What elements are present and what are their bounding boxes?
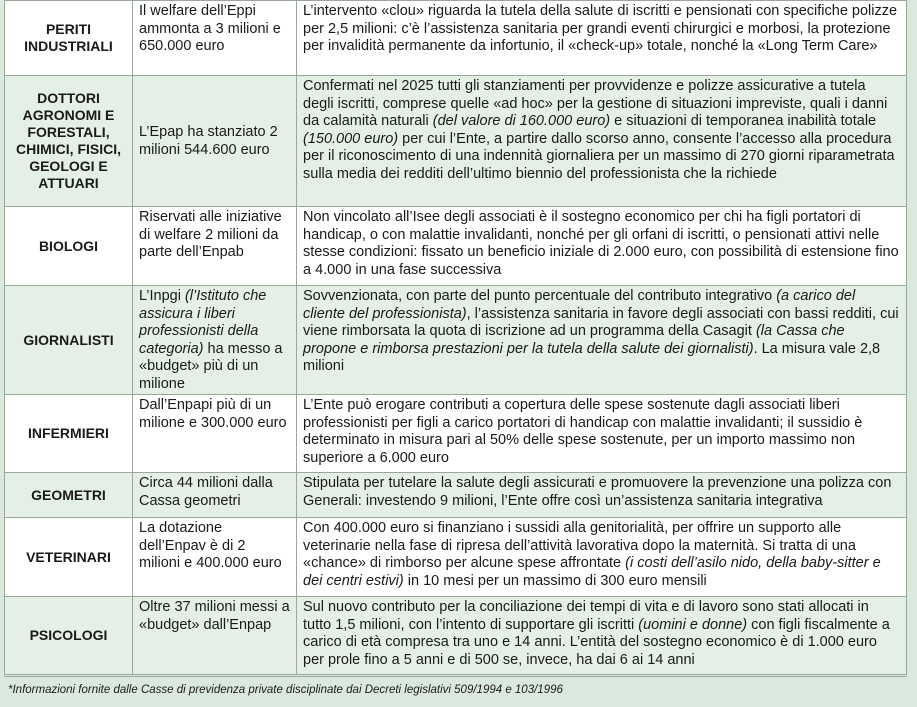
funds-cell: L’Epap ha stanziato 2 milioni 544.600 euro xyxy=(133,76,297,207)
description-text: in 10 mesi per un massimo di 300 euro mensili xyxy=(403,572,707,589)
funds-cell: Dall’Enpapi più di un milione e 300.000 euro xyxy=(133,395,297,473)
description-cell xyxy=(297,518,907,597)
category-cell: PERITI INDUSTRIALI xyxy=(5,1,133,76)
table-row xyxy=(5,1,907,76)
table-row xyxy=(5,76,907,207)
footnote: *Informazioni fornite dalle Casse di previdenza private disciplinate dai Decreti legislativi 509/1994 e 103/1996 xyxy=(8,684,563,696)
description-cell: Stipulata per tutelare la salute degli assicurati e promuovere la prevenzione una polizza con Generali: investendo 9 milioni, l’Ente offre così un’assistenza sanitaria integrativa xyxy=(297,473,907,518)
table-row xyxy=(5,518,907,597)
description-italic: (la Cassa che propone e rimborsa prestazioni per la tutela della salute dei giornalisti) xyxy=(303,323,845,357)
funds-cell: Oltre 37 milioni messi a «budget» dall’Enpap xyxy=(133,597,297,675)
description-text: Sul nuovo contributo per la conciliazione dei tempi di vita e di lavoro sono stati allocati in tutto 1,5 milioni, con l’intento di supportare gli iscritti xyxy=(303,599,869,633)
category-cell: VETERINARI xyxy=(5,518,133,597)
funds-cell xyxy=(133,286,297,395)
table-row xyxy=(5,207,907,286)
footnote-divider xyxy=(4,676,907,677)
description-cell xyxy=(297,286,907,395)
category-cell: PSICOLOGI xyxy=(5,597,133,675)
table-row xyxy=(5,473,907,518)
category-cell: INFERMIERI xyxy=(5,395,133,473)
funds-cell: La dotazione dell’Enpav è di 2 milioni e 400.000 euro xyxy=(133,518,297,597)
description-text: per cui l’Ente, a partire dallo scorso anno, consente l’accesso alla procedura per il riconoscimento di una indennità giornaliera per un massimo di 270 giorni riparametrata sulla media dei redditi dell’ultimo biennio del professionista che la richiede xyxy=(303,130,895,182)
category-cell: DOTTORI AGRONOMI E FORESTALI, CHIMICI, FISICI, GEOLOGI E ATTUARI xyxy=(5,76,133,207)
description-text: con figli fiscalmente a carico di età compresa tra uno e 14 anni. L’entità del sostegno economico è di 1.000 euro per prole fino a 5 anni e di 500 se, invece, ha dai 6 ai 14 anni xyxy=(303,616,890,668)
description-cell: Non vincolato all’Isee degli associati è il sostegno economico per chi ha figli portatori di handicap, o con malattie invalidanti, nonché per gli orfani di iscritti, o pensionati attivi nelle stesse condizioni: fissato un beneficio iniziale di 2.000 euro, con possibilità di estensione fino a 4.000 in una fase successiva xyxy=(297,207,907,286)
funds-text: L’Inpgi xyxy=(139,288,185,304)
category-cell: GIORNALISTI xyxy=(5,286,133,395)
description-cell: L’intervento «clou» riguarda la tutela della salute di iscritti e pensionati con specifiche polizze per 2,5 milioni: c’è l’assistenza sanitaria per grandi eventi chirurgici e morbosi, la protezione per invalidità permanente da infortunio, il «check-up» totale, nonché la «Long Term Care» xyxy=(297,1,907,76)
description-text: Confermati nel 2025 tutti gli stanziamenti per provvidenze e polizze assicurative a tutela degli iscritti, comprese quelle «ad hoc» per la gestione di situazioni impreviste, quali i danni da calamità naturali xyxy=(303,78,888,129)
description-text: . La misura vale 2,8 milioni xyxy=(303,340,881,374)
description-cell: L’Ente può erogare contributi a copertura delle spese sostenute dagli associati liberi professionisti per figli a carico portatori di handicap con malattie invalidanti; il sussidio è determinato in misura pari al 50% delle spese sostenute, per un importo massimo non superiore a 6.000 euro xyxy=(297,395,907,473)
funds-cell: Riservati alle iniziative di welfare 2 milioni da parte dell’Enpab xyxy=(133,207,297,286)
description-italic: (150.000 euro) xyxy=(303,130,399,147)
welfare-table xyxy=(4,0,907,675)
description-text: Sovvenzionata, con parte del punto percentuale del contributo integrativo xyxy=(303,288,777,304)
description-text: Con 400.000 euro si finanziano i sussidi alla genitorialità, per offrire un supporto alle veterinarie nella fase di ripresa dell’attività lavorativa dopo la maternità. Si tratta di una «chance» di rimborso per alcune spese affrontate xyxy=(303,520,856,571)
description-text: , l’assistenza sanitaria in favore degli associati con bassi redditi, cui viene rimborsata la quota di iscrizione ad un programma della Casagit xyxy=(303,305,899,339)
funds-text: ha messo a «budget» più di un milione xyxy=(139,340,283,392)
description-italic: (a carico del cliente del professionista) xyxy=(303,288,856,322)
description-italic: (del valore di 160.000 euro) xyxy=(432,113,611,129)
description-text: e situazioni di temporanea inabilità totale xyxy=(610,113,877,129)
funds-cell: Circa 44 milioni dalla Cassa geometri xyxy=(133,473,297,518)
table-row xyxy=(5,286,907,395)
description-italic: (i costi dell’asilo nido, della baby-sitter e dei centri estivi) xyxy=(303,555,881,589)
category-cell: GEOMETRI xyxy=(5,473,133,518)
description-italic: (uomini e donne) xyxy=(638,616,748,633)
description-cell xyxy=(297,597,907,675)
description-cell xyxy=(297,76,907,207)
table-row xyxy=(5,597,907,675)
table-row xyxy=(5,395,907,473)
funds-cell: Il welfare dell’Eppi ammonta a 3 milioni e 650.000 euro xyxy=(133,1,297,76)
category-cell: BIOLOGI xyxy=(5,207,133,286)
funds-italic: (l’Istituto che assicura i liberi professionisti della categoria) xyxy=(139,288,267,357)
